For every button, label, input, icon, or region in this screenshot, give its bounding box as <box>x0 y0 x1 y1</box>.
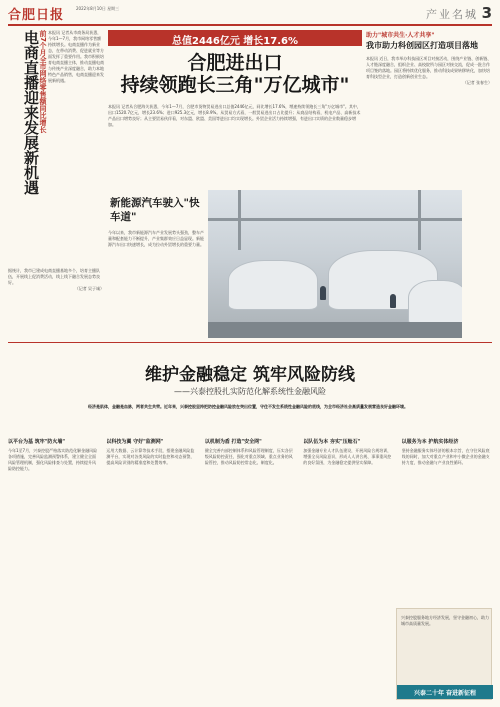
feature-title-line2: 持续领跑长三角"万亿城市" <box>120 74 350 96</box>
bottom-feature-article <box>8 348 492 700</box>
bottom-column-3-head: 以机制为盾 打造"安全网" <box>204 439 262 445</box>
bottom-column-4 <box>303 436 393 696</box>
photo-column-left <box>238 190 241 250</box>
left-article-subtitle: 前7个月全市网络零售额同比增长 <box>39 30 47 133</box>
bottom-article-lead: 经济是肌体，金融是血脉，两者共生共荣。近年来，兴泰控股坚持把防控金融风险放在突出位置，守住不发生系统性金融风险的底线，为全市经济社会高质量发展营造良好金融环境。 <box>88 404 408 409</box>
bottom-column-5-text: 坚持金融服务实体经济的根本宗旨，在守住风险底线的同时，加大对重点产业和中小微企业的金融支持力度，推动金融与产业良性循环。 <box>401 448 490 465</box>
ev-sidebar-article <box>108 192 204 338</box>
page-number: 3 <box>481 4 492 22</box>
right-article-byline: （记者 张春生） <box>462 80 492 85</box>
advert-box <box>396 608 492 700</box>
bottom-column-1 <box>8 436 98 696</box>
issue-meta: 2022年8月10日 星期三 <box>76 6 120 11</box>
bottom-column-4-head: 以队伍为本 夯实"压舱石" <box>303 439 361 445</box>
bottom-article-title: 维护金融稳定 筑牢风险防线 <box>145 365 355 385</box>
left-article-title: 电商直播迎来发展新机遇 <box>22 30 40 195</box>
left-article-body: 本报讯 记者从市商务局获悉，今年1—7月，我市网络零售额持续增长。电商直播作为新业态，在带动消费、促进就业等方面发挥了重要作用。我市积极培育电商直播主体，推动直播电商与传统产业深度融合，助力本地特色产品销售，电商直播迎来发展新机遇。 <box>48 30 104 83</box>
advert-strip-text: 兴泰二十年 奋进新征程 <box>413 690 477 697</box>
bottom-article-subtitle: ——兴泰控股扎实防范化解系统性金融风险 <box>174 387 326 396</box>
bottom-column-1-text: 今年1至7月，兴泰控股严格落实防范化解金融风险各项措施，完善风险监测预警体系，建立健全全面风险管理机制，强化风险排查与处置，持续提升风险防控能力。 <box>8 448 98 471</box>
left-article-byline: （记者 吴子诚） <box>74 286 104 291</box>
right-article-body <box>366 56 492 338</box>
masthead <box>8 4 492 26</box>
left-article-tail <box>8 268 104 330</box>
section-divider <box>8 342 492 343</box>
bottom-column-2-head: 以科技为翼 守好"监测网" <box>106 439 164 445</box>
ev-article-body: 今年以来，我市新能源汽车产业发展势头强劲，整车产量和配套能力不断提升，产业集群效应日益显现。新能源汽车出口快速增长，成为拉动外贸增长的重要力量。 <box>108 230 204 247</box>
right-article-title: 我市助力科创园区打造项目落地 <box>366 40 478 50</box>
bottom-column-2 <box>106 436 196 696</box>
right-article-kicker: 助力"城市共生·人才共享" <box>366 32 435 39</box>
bottom-column-5-head: 以服务为本 护航实体经济 <box>401 439 459 445</box>
feature-title <box>108 52 362 96</box>
ev-article-title: 新能源汽车驶入"快车道" <box>110 197 200 223</box>
bottom-column-1-head: 以平台为基 筑牢"防火墙" <box>8 439 65 445</box>
bottom-column-3-text: 健全完善内部控制体系和风险管理制度，压实各层级风险防控责任，强化对重点领域、重点业务的风险管控，推动风险防控常态化、制度化。 <box>204 448 293 465</box>
left-article-tail-text: 据统计，我市已建成电商直播基地多个，培育主播队伍，开展线上促消费活动，线上线下融合发展态势良好。 <box>8 268 100 285</box>
advert-strip <box>397 685 493 699</box>
photo-car-1 <box>228 260 318 310</box>
advert-text: 兴泰控股服务地方经济发展，坚守金融初心，助力城市高质量发展。 <box>401 615 489 626</box>
section-name: 产业名城 <box>426 8 478 21</box>
top-feature-article <box>108 30 362 338</box>
left-column-article <box>8 30 104 338</box>
feature-body: 本报讯 记者从合肥海关获悉，今年1—7月，合肥市货物贸易进出口总值2446亿元，同比增长17.6%，增速持续领跑长三角"万亿城市"。其中，出口1520.7亿元，增长23.6%；进口925.3亿元，增长8.9%。从贸易方式看，一般贸易进出口占比提升；从商品结构看，机电产品、高新技术产品出口增势良好；从主要贸易伙伴看，对东盟、欧盟、美国等进出口均实现增长。外贸企业活力持续增强，有进出口实绩的企业数量稳步增加。 <box>108 104 361 127</box>
feature-title-line1: 合肥进出口 <box>187 52 283 74</box>
bottom-column-3 <box>205 436 295 696</box>
bottom-column-4-text: 加强金融专业人才队伍建设，开展风险合规培训，增强全员风险意识，形成人人讲合规、事事重风控的良好氛围，为金融稳定提供坚实保障。 <box>303 448 392 465</box>
photo-worker-1 <box>320 286 326 300</box>
feature-kicker-bar <box>108 30 362 46</box>
right-article-body-text: 本报讯 近日，我市举办科技园区项目对接活动，围绕产业链、创新链、人才链深度融合，组织企业、高校院所与园区对接交流，促成一批合作项目签约落地。园区将持续优化服务，推动科技成果转移转化，加快培育科技型企业，打造创新创业生态。 <box>366 56 492 79</box>
newspaper-logo: 合肥日报 <box>8 8 65 23</box>
right-column-article <box>366 30 492 338</box>
bottom-column-2-text: 运用大数据、云计算等技术手段，搭建金融风险监测平台，实现对各类风险的实时监控和动态预警，提高风险识别的精准度和处置效率。 <box>106 448 195 465</box>
feature-kicker: 总值2446亿元 增长17.6% <box>171 36 298 47</box>
